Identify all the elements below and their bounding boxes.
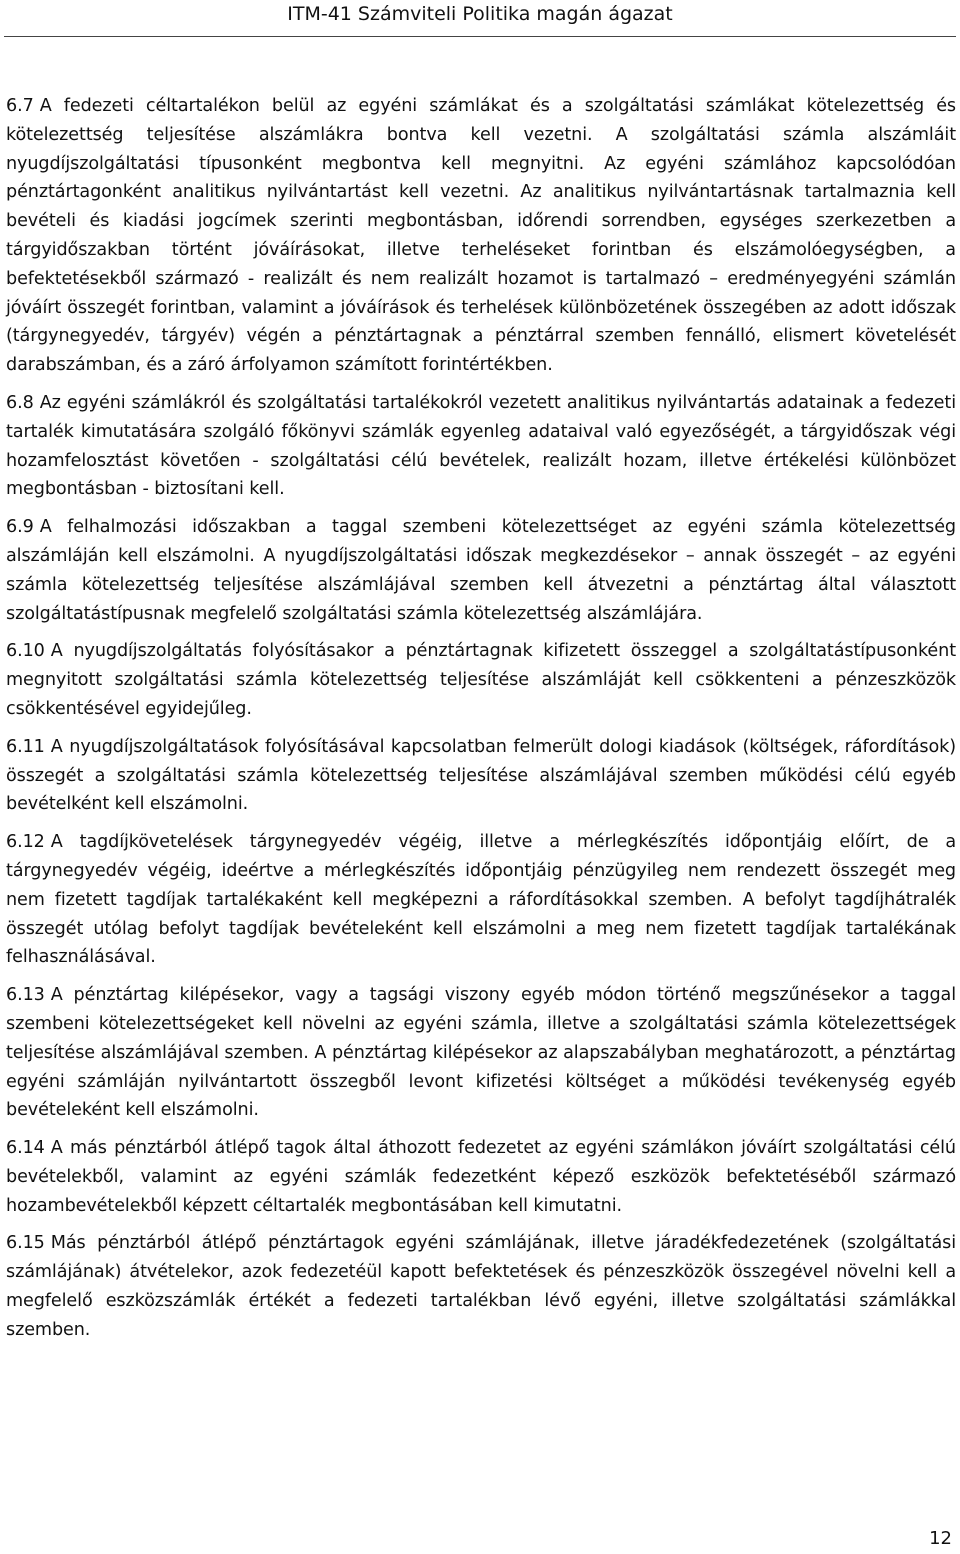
section-number: 6.14 bbox=[6, 1138, 45, 1159]
running-header: ITM-41 Számviteli Politika magán ágazat bbox=[287, 3, 673, 25]
section-number: 6.12 bbox=[6, 832, 45, 853]
section-text: Az egyéni számlákról és szolgáltatási tartalékokról vezetett analitikus nyilvántartás adatainak a fedezeti tartalék kimutatására szolgáló főkönyvi számlák egyenleg adataival való egyezőségét, a tárgyidőszak végi hozamfelosztást követően - szolgáltatási célú bevételek, realizált hozam, illetve értékelési különbözet megbontásban - biztosítani kell. bbox=[6, 392, 956, 500]
section-text: A tagdíjkövetelések tárgynegyedév végéig, illetve a mérlegkészítés időpontjáig előírt, de a tárgynegyedév végéig, ideértve a mérlegkészítés időpontjáig pénzügyileg nem rendezett összegét meg nem fizetett tagdíjak tartalékaként kell megképezni a ráfordításokkal szemben. A befolyt tagdíjhátralék összegét utólag befolyt tagdíjak bevételeként kell elszámolni a meg nem fizetett tagdíjak tartalékának felhasználásával. bbox=[6, 832, 956, 968]
section-6-15 bbox=[6, 1229, 956, 1344]
section-text: A felhalmozási időszakban a taggal szembeni kötelezettséget az egyéni számla kötelezettség alszámláján kell elszámolni. A nyugdíjszolgáltatási időszak megkezdésekor – annak összegét – az egyéni számla kötelezettség teljesítése alszámlájával szemben kell átvezetni a pénztártag által választott szolgáltatástípusnak megfelelő szolgáltatási számla kötelezettség alszámlájára. bbox=[6, 517, 956, 624]
section-number: 6.8 bbox=[6, 392, 34, 413]
section-6-12 bbox=[6, 828, 956, 972]
section-6-9 bbox=[6, 513, 956, 628]
section-text: Más pénztárból átlépő pénztártagok egyéni számlájának, illetve járadékfedezetének (szolgáltatási számlájának) átvételekor, azok fedezetéül kapott befektetések és pénzeszközök összegével növelni kell a megfelelő eszközszámlák értékét a fedezeti tartalékban lévő egyéni, illetve szolgáltatási számlákkal szemben. bbox=[6, 1233, 956, 1340]
section-6-7 bbox=[6, 92, 956, 380]
section-number: 6.15 bbox=[6, 1233, 45, 1254]
document-body bbox=[6, 92, 956, 1354]
section-6-10 bbox=[6, 637, 956, 723]
section-number: 6.10 bbox=[6, 641, 45, 662]
section-6-8 bbox=[6, 389, 956, 504]
section-number: 6.13 bbox=[6, 985, 45, 1006]
section-number: 6.7 bbox=[6, 96, 34, 116]
section-text: A más pénztárból átlépő tagok által áthozott fedezetet az egyéni számlákon jóváírt szolgáltatási célú bevételekből, valamint az egyéni számlák fedezetként képező eszközök befektetéséből származó hozambevételekből képzett céltartalék megbontásában kell kimutatni. bbox=[6, 1138, 956, 1216]
header-divider bbox=[4, 36, 956, 37]
section-6-13 bbox=[6, 981, 956, 1125]
page-number: 12 bbox=[929, 1528, 952, 1549]
section-text: A nyugdíjszolgáltatás folyósításakor a pénztártagnak kifizetett összeggel a szolgáltatástípusonként megnyitott szolgáltatási számla kötelezettség teljesítése alszámláját kell csökkenteni a pénzeszközök csökkentésével egyidejűleg. bbox=[6, 641, 956, 719]
section-number: 6.11 bbox=[6, 736, 45, 757]
section-text: A fedezeti céltartalékon belül az egyéni számlákat és a szolgáltatási számlákat kötelezettség és kötelezettség teljesítése alszámlákra bontva kell vezetni. A szolgáltatási számla alszámláit nyugdíjszolgáltatási típusonként megbontva kell megnyitni. Az egyéni számlához kapcsolódóan pénztártagonként analitikus nyilvántartást kell vezetni. Az analitikus nyilvántartásnak tartalmaznia kell bevételi és kiadási jogcímek szerinti megbontásban, időrendi sorrendben, egységes szerkezetben a tárgyidőszakban történt jóváírásokat, illetve terheléseket forintban és elszámolóegységben, a befektetésekből származó - realizált és nem realizált hozamot is tartalmazó – eredményegyéni számlán jóváírt összegét forintban, valamint a jóváírások és terhelések különbözetének összegében az adott időszak (tárgynegyedév, tárgyév) végén a pénztártagnak a pénztárral szemben fennálló, elismert követelését darabszámban, és a záró árfolyamon számított forintértékben. bbox=[6, 96, 956, 376]
section-6-14 bbox=[6, 1134, 956, 1220]
section-6-11 bbox=[6, 733, 956, 819]
section-number: 6.9 bbox=[6, 517, 34, 538]
section-text: A pénztártag kilépésekor, vagy a tagsági viszony egyéb módon történő megszűnésekor a taggal szembeni kötelezettségeket kell növelni az egyéni számla, illetve a szolgáltatási számla kötelezettségek teljesítése alszámlájával szemben. A pénztártag kilépésekor az alapszabályban meghatározott, a pénztártag egyéni számláján nyilvántartott összegből levont kifizetési költséget a működési tevékenység egyéb bevételeként kell elszámolni. bbox=[6, 985, 956, 1121]
section-text: A nyugdíjszolgáltatások folyósításával kapcsolatban felmerült dologi kiadások (költségek, ráfordítások) összegét a szolgáltatási számla kötelezettség teljesítése alszámlájával szemben működési célú egyéb bevételként kell elszámolni. bbox=[6, 736, 956, 815]
